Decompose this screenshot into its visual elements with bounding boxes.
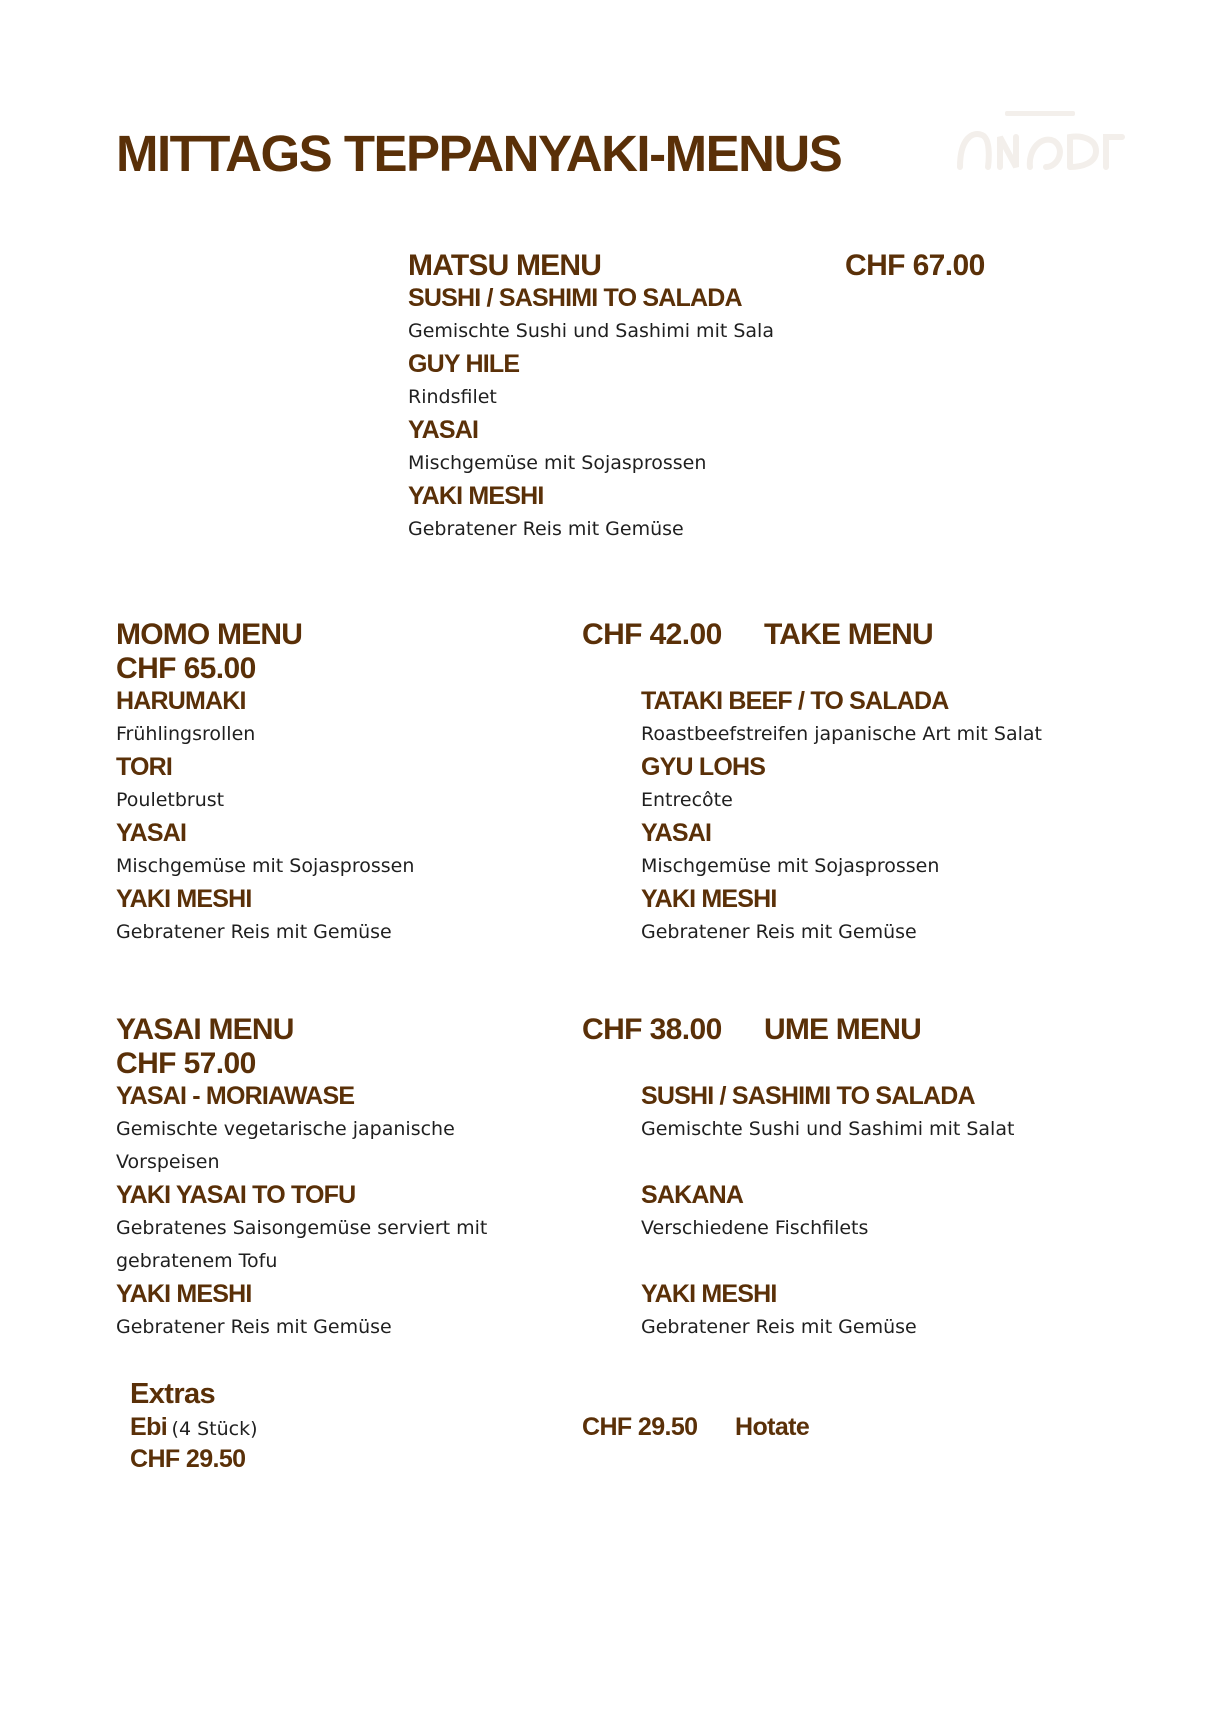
momo-menu-items [116, 685, 414, 949]
menu-item [408, 348, 774, 414]
menu-item-name: YASAI [116, 819, 187, 847]
menu-item [116, 685, 414, 751]
restaurant-logo-watermark-icon [950, 105, 1130, 185]
yasai-menu-title: YASAI MENU [116, 1013, 294, 1046]
menu-item-description: Gebratener Reis mit Gemüse [641, 1316, 917, 1338]
extra-item-name-hotate: Hotate [735, 1413, 810, 1441]
momo-menu-title: MOMO MENU [116, 618, 303, 651]
menu-item-description: Gebratener Reis mit Gemüse [408, 518, 684, 540]
menu-item-name: YAKI MESHI [116, 885, 252, 913]
menu-item [408, 414, 774, 480]
menu-item-name: YAKI MESHI [408, 482, 544, 510]
extra-item-name: Ebi [130, 1413, 168, 1441]
menu-item-name: YAKI MESHI [116, 1280, 252, 1308]
menu-item [116, 1278, 487, 1344]
menu-item-description: Gemischte Sushi und Sashimi mit Salat [641, 1118, 1015, 1140]
menu-item-name: YASAI [641, 819, 712, 847]
menu-item-name: SUSHI / SASHIMI TO SALADA [641, 1082, 975, 1110]
matsu-menu-items [408, 282, 774, 546]
menu-item-description: Gemischte vegetarische japanische [116, 1118, 455, 1140]
menu-item [641, 685, 1042, 751]
menu-item-description: gebratenem Tofu [116, 1250, 278, 1272]
extra-item-quantity: (4 Stück) [171, 1418, 258, 1440]
menu-item [116, 883, 414, 949]
menu-item-name: YASAI - MORIAWASE [116, 1082, 355, 1110]
extras-heading: Extras [130, 1378, 216, 1410]
menu-item-name: TATAKI BEEF / TO SALADA [641, 687, 949, 715]
extra-item-price: CHF 29.50 [582, 1413, 698, 1441]
ume-menu-items [641, 1080, 1014, 1344]
menu-item-name: TORI [116, 753, 173, 781]
menu-item [641, 817, 1042, 883]
extra-item-ebi [130, 1413, 258, 1442]
menu-item [116, 751, 414, 817]
menu-item-name: GYU LOHS [641, 753, 766, 781]
menu-item-name: YASAI [408, 416, 479, 444]
momo-menu-price: CHF 65.00 [116, 652, 256, 685]
take-menu-price: CHF 42.00 [582, 618, 722, 651]
ume-menu-price: CHF 38.00 [582, 1013, 722, 1046]
menu-item [116, 1080, 487, 1179]
menu-item-description: Gemischte Sushi und Sashimi mit Sala [408, 320, 774, 342]
menu-item-description: Gebratener Reis mit Gemüse [641, 921, 917, 943]
menu-item-name: YAKI MESHI [641, 1280, 777, 1308]
menu-item-name: HARUMAKI [116, 687, 246, 715]
yasai-menu-price: CHF 57.00 [116, 1047, 256, 1080]
menu-item-description: Frühlingsrollen [116, 723, 256, 745]
menu-item [408, 480, 774, 546]
menu-item-description: Mischgemüse mit Sojasprossen [116, 855, 415, 877]
menu-item [641, 1278, 1014, 1344]
menu-item-name: SAKANA [641, 1181, 744, 1209]
menu-item [641, 1179, 1014, 1245]
menu-item-description: Roastbeefstreifen japanische Art mit Salat [641, 723, 1042, 745]
menu-item-name: GUY HILE [408, 350, 520, 378]
take-menu-title: TAKE MENU [764, 618, 933, 651]
page-title: MITTAGS TEPPANYAKI-MENUS [116, 125, 842, 182]
menu-item-description: Rindsfilet [408, 386, 497, 408]
menu-item-description: Gebratener Reis mit Gemüse [116, 921, 392, 943]
menu-item-description: Verschiedene Fischfilets [641, 1217, 869, 1239]
menu-item-name: SUSHI / SASHIMI TO SALADA [408, 284, 742, 312]
take-menu-items [641, 685, 1042, 949]
matsu-menu-title: MATSU MENU [408, 249, 602, 282]
menu-item [641, 883, 1042, 949]
menu-item-description: Gebratener Reis mit Gemüse [116, 1316, 392, 1338]
menu-item-description: Mischgemüse mit Sojasprossen [641, 855, 940, 877]
menu-item-description: Entrecôte [641, 789, 733, 811]
yasai-menu-items [116, 1080, 487, 1344]
ume-menu-title: UME MENU [764, 1013, 921, 1046]
menu-item [116, 1179, 487, 1278]
menu-item [641, 751, 1042, 817]
menu-item-description: Gebratenes Saisongemüse serviert mit [116, 1217, 488, 1239]
menu-item-description: Pouletbrust [116, 789, 225, 811]
menu-item-name: YAKI YASAI TO TOFU [116, 1181, 356, 1209]
menu-item [641, 1080, 1014, 1146]
menu-item-description: Mischgemüse mit Sojasprossen [408, 452, 707, 474]
menu-item [116, 817, 414, 883]
menu-item [408, 282, 774, 348]
menu-item-name: YAKI MESHI [641, 885, 777, 913]
matsu-menu-price: CHF 67.00 [845, 249, 985, 282]
extra-item-price: CHF 29.50 [130, 1445, 246, 1473]
menu-item-description: Vorspeisen [116, 1151, 220, 1173]
